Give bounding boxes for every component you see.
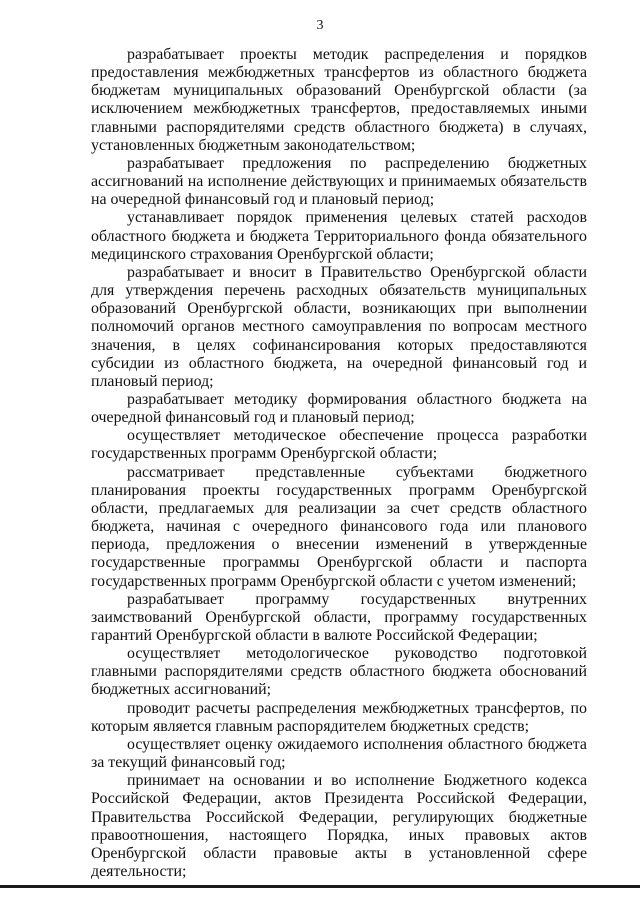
paragraph: разрабатывает и вносит в Правительство Оренбургской области для утверждения перечень расходных обязательств муниципальных образований Оренбургской области, возникающих при выполнении полномочий органов местного самоуправления по вопросам местного значения, в целях софинансирования которых предоставляются субсидии из областного бюджета, на очередной финансовый год и плановый период;: [91, 263, 587, 390]
paragraph: разрабатывает методику формирования областного бюджета на очередной финансовый год и плановый период;: [91, 390, 587, 427]
paragraph: рассматривает представленные субъектами бюджетного планирования проекты государственных программ Оренбургской области, предлагаемых для реализации за счет средств областного бюджета, начиная с очередного финансового года или планового периода, предложения о внесении изменений в утвержденные государственные программы Оренбургской области и паспорта государственных программ Оренбургской области с учетом изменений;: [91, 463, 587, 590]
paragraph: разрабатывает программу государственных внутренних заимствований Оренбургской области, программу государственных гарантий Оренбургской области в валюте Российской Федерации;: [91, 590, 587, 644]
page-number: 3: [316, 18, 324, 33]
bottom-divider: [0, 885, 640, 888]
paragraph: принимает на основании и во исполнение Бюджетного кодекса Российской Федерации, актов Президента Российской Федерации, Правительства Российской Федерации, регулирующих бюджетные правоотношения, настоящего Порядка, иных правовых актов Оренбургской области правовые акты в установленной сфере деятельности;: [91, 772, 587, 881]
paragraph: устанавливает порядок применения целевых статей расходов областного бюджета и бюджета Территориального фонда обязательного медицинского страхования Оренбургской области;: [91, 209, 587, 263]
paragraph: осуществляет оценку ожидаемого исполнения областного бюджета за текущий финансовый год;: [91, 735, 587, 772]
paragraph: разрабатывает предложения по распределению бюджетных ассигнований на исполнение действующих и принимаемых обязательств на очередной финансовый год и плановый период;: [91, 154, 587, 209]
paragraph: проводит расчеты распределения межбюджетных трансфертов, по которым является главным распорядителем бюджетных средств;: [91, 699, 587, 735]
document-body: [91, 46, 587, 881]
paragraph: разрабатывает проекты методик распределения и порядков предоставления межбюджетных трансфертов из областного бюджета бюджетам муниципальных образований Оренбургской области (за исключением межбюджетных трансфертов, предоставляемых иными главными распорядителями средств областного бюджета) в случаях, установленных бюджетным законодательством;: [91, 46, 587, 154]
paragraph: осуществляет методическое обеспечение процесса разработки государственных программ Оренбургской области;: [91, 427, 587, 463]
paragraph: осуществляет методологическое руководство подготовкой главными распорядителями средств областного бюджета обоснований бюджетных ассигнований;: [91, 645, 587, 699]
